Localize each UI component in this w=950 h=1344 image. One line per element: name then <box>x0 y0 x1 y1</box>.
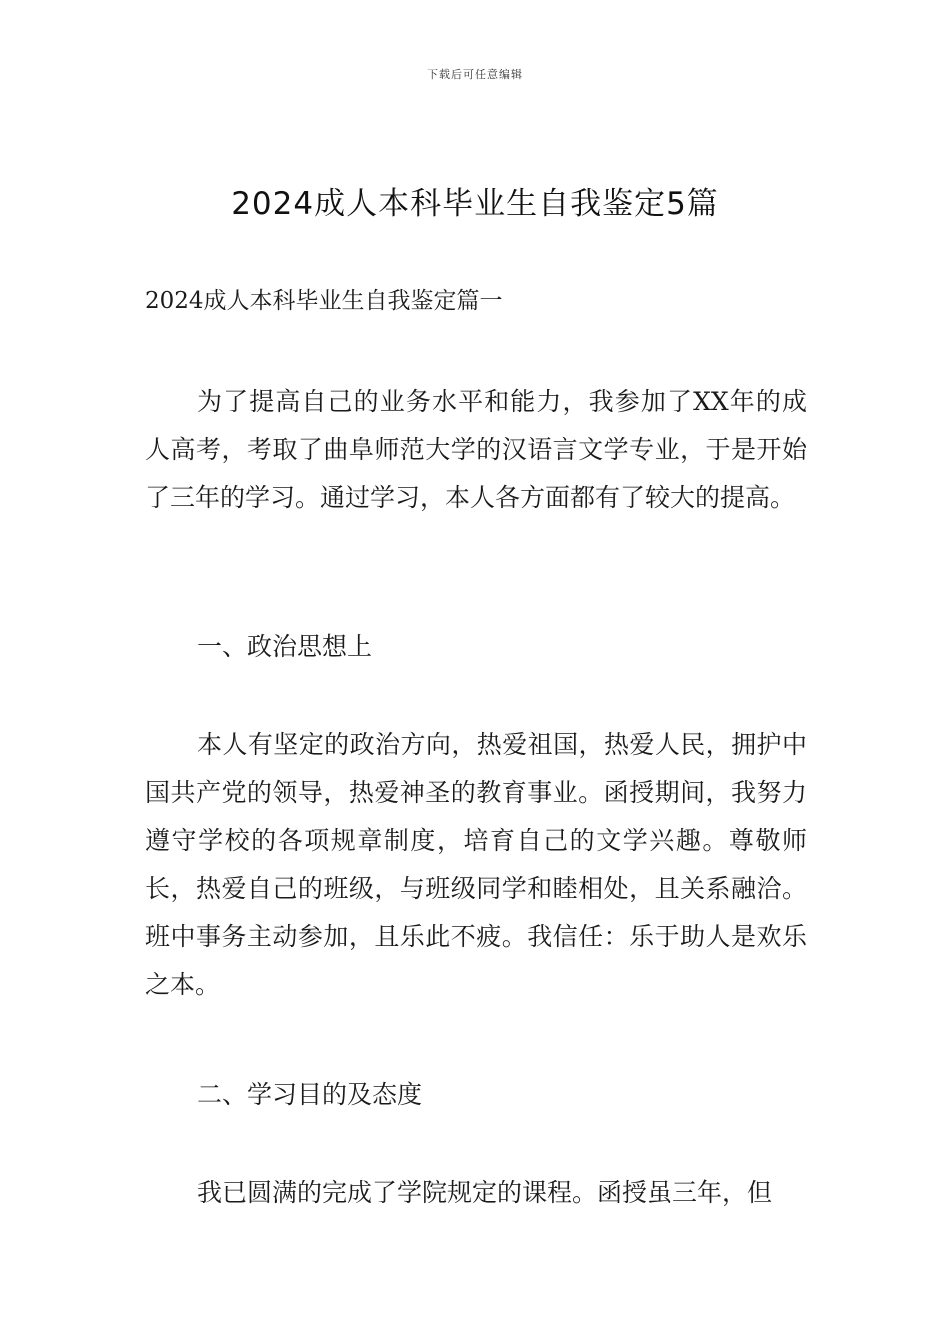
paragraph-study: 我已圆满的完成了学院规定的课程。函授虽三年，但 <box>197 1178 773 1207</box>
document-title: 2024成人本科毕业生自我鉴定5篇 <box>231 186 719 222</box>
paragraph-intro: 为了提高自己的业务水平和能力，我参加了XX年的成人高考，考取了曲阜师范大学的汉语言文学专业，于是开始了三年的学习。通过学习，本人各方面都有了较大的提高。 <box>145 387 807 512</box>
page-header-note: 下载后可任意编辑 <box>427 68 523 81</box>
subheading-study: 二、学习目的及态度 <box>197 1080 423 1109</box>
subheading-politics: 一、政治思想上 <box>197 632 373 661</box>
section-title: 2024成人本科毕业生自我鉴定篇一 <box>145 288 503 314</box>
paragraph-politics: 本人有坚定的政治方向，热爱祖国，热爱人民，拥护中国共产党的领导，热爱神圣的教育事业。函授期间，我努力遵守学校的各项规章制度，培育自己的文学兴趣。尊敬师长，热爱自己的班级，与班级同学和睦相处，且关系融洽。班中事务主动参加，且乐此不疲。我信任：乐于助人是欢乐之本。 <box>145 730 807 999</box>
